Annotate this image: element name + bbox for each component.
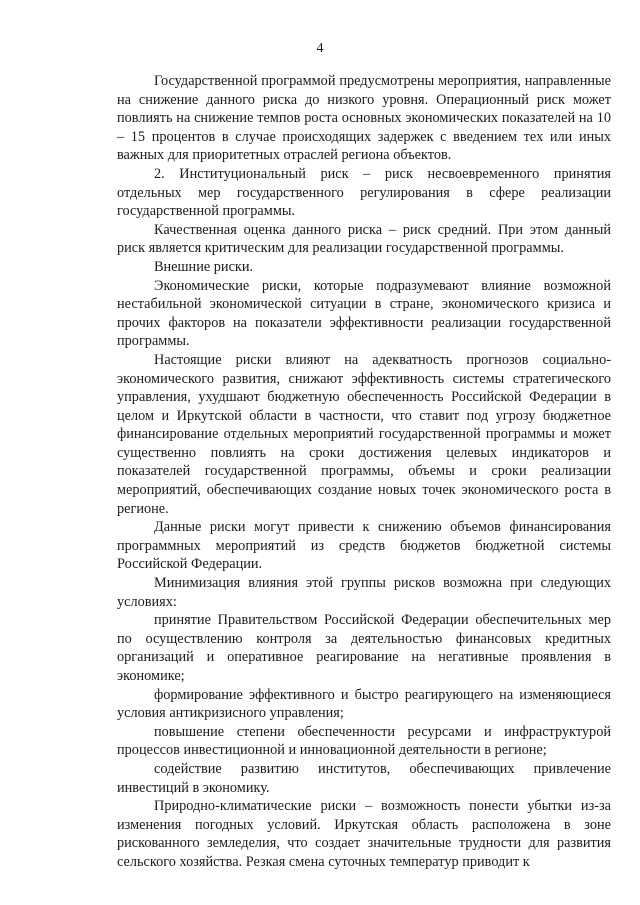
list-item: формирование эффективного и быстро реагирующего на изменяющиеся условия антикризисного управления; <box>117 686 611 722</box>
paragraph: Минимизация влияния этой группы рисков возможна при следующих условиях: <box>117 575 611 610</box>
list-item: принятие Правительством Российской Федерации обеспечительных мер по осуществлению контроля за деятельностью финансовых кредитных организаций и оперативное реагирование на негативные проявления в экономике; <box>117 612 611 684</box>
paragraph: Экономические риски, которые подразумевают влияние возможной нестабильной экономической ситуации в стране, экономического кризиса и прочих факторов на показатели эффективности реализации государственной программы. <box>117 277 611 350</box>
paragraph-heading: Внешние риски. <box>154 258 254 275</box>
paragraph: Настоящие риски влияют на адекватность прогнозов социально-экономического развития, снижают эффективность системы стратегического управления, ухудшают бюджетную обеспеченность Российской Федерации в целом и Иркутской области в частности, что ставит под угрозу бюджетное финансирование отдельных мероприятий государственной программы и может существенно повлиять на сроки достижения целевых индикаторов и показателей государственной программы, объемы и сроки реализации мероприятий, обеспечивающих создание новых точек экономического роста в регионе. <box>117 351 611 517</box>
paragraph: Природно-климатические риски – возможность понести убытки из-за изменения погодных условий. Иркутская область расположена в зоне рискованного земледелия, что создает значительные трудности для развития сельского хозяйства. Резкая смена суточных температур приводит к <box>117 798 611 870</box>
list-item: содействие развитию институтов, обеспечивающих привлечение инвестиций в экономику. <box>117 760 611 796</box>
paragraph: Данные риски могут привести к снижению объемов финансирования программных мероприятий из средств бюджетов бюджетной системы Российской Федерации. <box>117 519 611 573</box>
list-item: повышение степени обеспеченности ресурсами и инфраструктурой процессов инвестиционной и инновационной деятельности в регионе; <box>117 723 611 759</box>
paragraph: Качественная оценка данного риска – риск средний. При этом данный риск является критическим для реализации государственной программы. <box>117 221 611 257</box>
document-body <box>117 72 611 872</box>
paragraph: Государственной программой предусмотрены мероприятия, направленные на снижение данного риска до низкого уровня. Операционный риск может повлиять на снижение темпов роста основных экономических показателей на 10 – 15 процентов в случае происходящих задержек с введением тех или иных важных для приоритетных отраслей региона объектов. <box>117 73 611 164</box>
paragraph: 2. Институциональный риск – риск несвоевременного принятия отдельных мер государственного регулирования в сфере реализации государственной программы. <box>117 165 611 220</box>
page-number: 4 <box>316 41 324 56</box>
